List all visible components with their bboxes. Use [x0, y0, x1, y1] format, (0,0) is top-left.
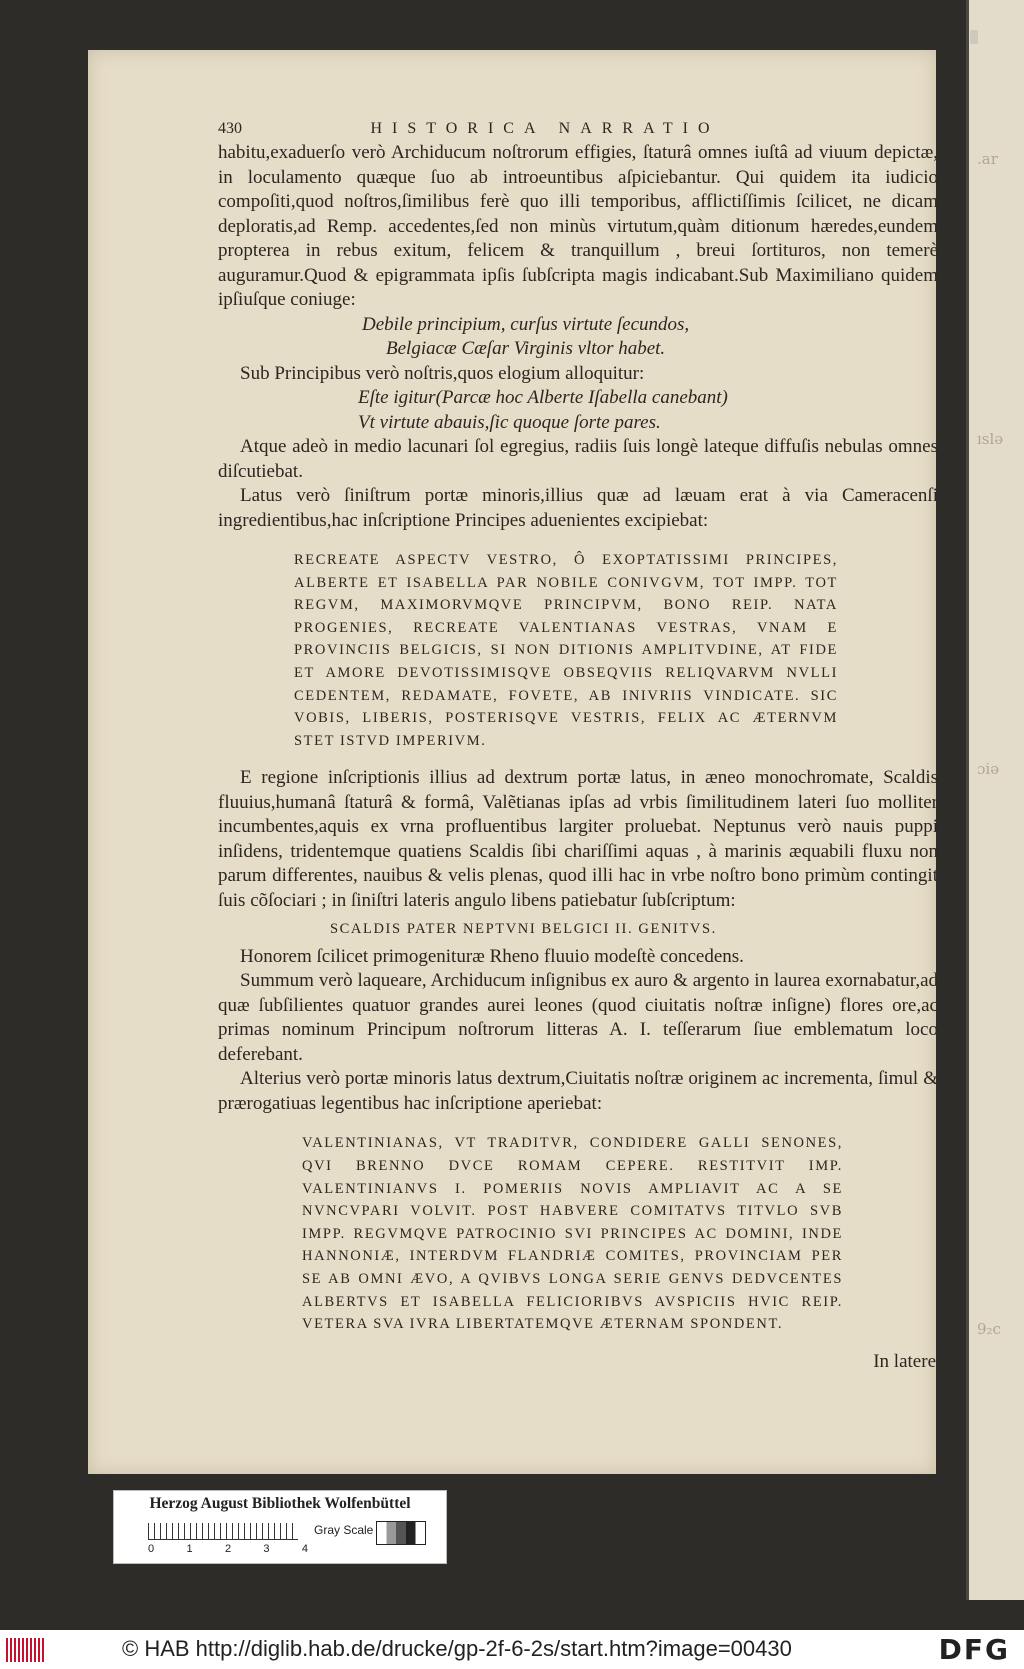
inscription-2: VALENTINIANAS, VT TRADITVR, CONDIDERE GALLI SENONES, QVI BRENNO DVCE ROMAM CEPERE. RESTITVIT IMP. VALENTINIANVS I. POMERIIS NOVIS AMPLIAVIT AC A SE NVNCVPARI VOLVIT. POST HABVERE COMITATVS TITVLO SVB IMPP. REGVMQVE PATROCINIO SVI PRINCIPES AC DOMINI, INDE HANNONIÆ, INTERDVM FLANDRIÆ COMITES, PROVINCIAM PER SE AB OMNI ÆVO, A QVIBVS LONGA SERIE GENVS DEDVCENTES ALBERTVS ET ISABELLA FELICIORIBVS AVSPICIIS HVIC REIP. VETERA SVA IVRA LIBERTATEMQVE ÆTERNAM SPONDENT.	[302, 1135, 843, 1333]
page-clip	[970, 30, 978, 44]
dfg-logo: DFG	[938, 1633, 1010, 1666]
paragraph-3: Atque adeò in medio lacunari ſol egregius, radiis ſuis longè lateque diffuſis nebulas omnes diſcutiebat.	[218, 436, 938, 482]
running-header	[218, 117, 938, 141]
ruler-scale: 0 1 2 3 4	[148, 1543, 308, 1555]
paragraph-7: Summum verò laqueare, Archiducum inſignibus ex auro & argento in laurea exornabatur,ad quæ ſubſilientes quatuor grandes aurei leones (quod ciuitatis noſtræ inſigne) flores ore,ac primas nominum Principum noſtrorum litteras A. I. teſſerarum ſiue emblematum loco deferebant.	[218, 970, 938, 1065]
gray-scale-label: Gray Scale	[314, 1523, 374, 1537]
catchword: In latere	[873, 1350, 936, 1372]
paragraph-6: Honorem ſcilicet primogenituræ Rheno fluuio modeſtè concedens.	[240, 945, 744, 967]
verse-line-3: Eſte igitur(Parcæ hoc Alberte Iſabella canebant)	[358, 387, 728, 408]
hab-logo-icon	[6, 1638, 44, 1662]
scaldis-subscript: SCALDIS PATER NEPTVNI BELGICI II. GENITVS.	[330, 921, 717, 938]
paragraph-4: Latus verò ſiniſtrum portæ minoris,illius quæ ad læuam erat à via Cameracenſi ingredientibus,hac inſcriptione Principes aduenientes excipiebat:	[218, 485, 938, 531]
verse-line-1: Debile principium, curſus virtute ſecundos,	[362, 313, 690, 335]
footer-bar	[0, 1630, 1024, 1669]
paragraph-5: E regione inſcriptionis illius ad dextrum portæ latus, in æneo monochromate, Scaldis fluuius,humanâ ſtaturâ & formâ, Valẽtianas ipſas ad vrbis ſimilitudinem lateri ſuo molliter incumbentes,aquis ex vrna profluentibus largiter proluebat. Neptunus verò nauis puppi inſidens, tridentemque quatiens Scaldis ſibi chariſſimi aquas , à marinis æquabili fluxu non parum differentes, nauibus & velis plenas, quod illi hac in vrbe noſtro bono primùm contingit ſuis cõſociari ; in ſiniſtri lateris angulo libens patiebatur ſubſcriptum:	[218, 767, 938, 911]
gray-scale-swatch	[376, 1521, 426, 1545]
library-color-card	[113, 1490, 447, 1564]
running-title: HISTORICA NARRATIO	[370, 120, 720, 137]
ruler-icon	[148, 1523, 298, 1540]
paragraph-8: Alterius verò portæ minoris latus dextrum,Ciuitatis noſtræ originem ac incrementa, ſimul & prærogatiuas legentibus hac inſcriptione aperiebat:	[218, 1068, 938, 1114]
verse-line-4: Vt virtute abauis,ſic quoque ſorte pares.	[358, 411, 661, 433]
paragraph-2: Sub Principibus verò noſtris,quos elogium alloquitur:	[240, 362, 645, 384]
library-name: Herzog August Bibliothek Wolfenbüttel	[149, 1495, 411, 1512]
source-url[interactable]: © HAB http://diglib.hab.de/drucke/gp-2f-6-2s/start.htm?image=00430	[122, 1636, 792, 1661]
page-text	[218, 117, 938, 1374]
verse-line-2: Belgiacæ Cæſar Virginis vltor habet.	[386, 338, 666, 359]
facing-page-edge: .ar ıslə ɔiə 9₂c	[966, 0, 1024, 1600]
page-number: 430	[218, 120, 242, 137]
paragraph-1: habitu,exaduerſo verò Archiducum noſtrorum effigies, ſtaturâ omnes iuſtâ ad viuum depictæ, in loculamento quæque ſuo ab introeuntibus aſpiciebantur. Qui quidem ita iudicio compoſiti,quod noſtros,ſimilibus ferè quo illi temporibus, afflictiſſimis ſcilicet, ne dicam deploratis,ad Remp. accedentes,ſed non minùs virtutum,quàm ditionum hæredes,eundem propterea in rebus exitum, felicem & tranquillum , breui ſortituros, non temerè auguramur.Quod & epigrammata ipſis ſubſcripta magis indicabant.Sub Maximiliano quidem ipſiuſque coniuge:	[218, 142, 938, 310]
inscription-1: RECREATE ASPECTV VESTRO, Ô EXOPTATISSIMI PRINCIPES, ALBERTE ET ISABELLA PAR NOBILE CONIVGVM, TOT IMPP. TOT REGVM, MAXIMORVMQVE PRINCIPVM, BONO REIP. NATA PROGENIES, RECREATE VALENTIANAS VESTRAS, VNAM E PROVINCIIS BELGICIS, SI NON DITIONIS AMPLITVDINE, AT FIDE ET AMORE DEVOTISSIMISQVE OBSEQVIIS RELIQVARVM NVLLI CEDENTEM, REDAMATE, FOVETE, AB INIVRIIS VINDICATE. SIC VOBIS, LIBERIS, POSTERISQVE VESTRIS, FELIX AC ÆTERNVM STET ISTVD IMPERIVM.	[294, 552, 838, 749]
